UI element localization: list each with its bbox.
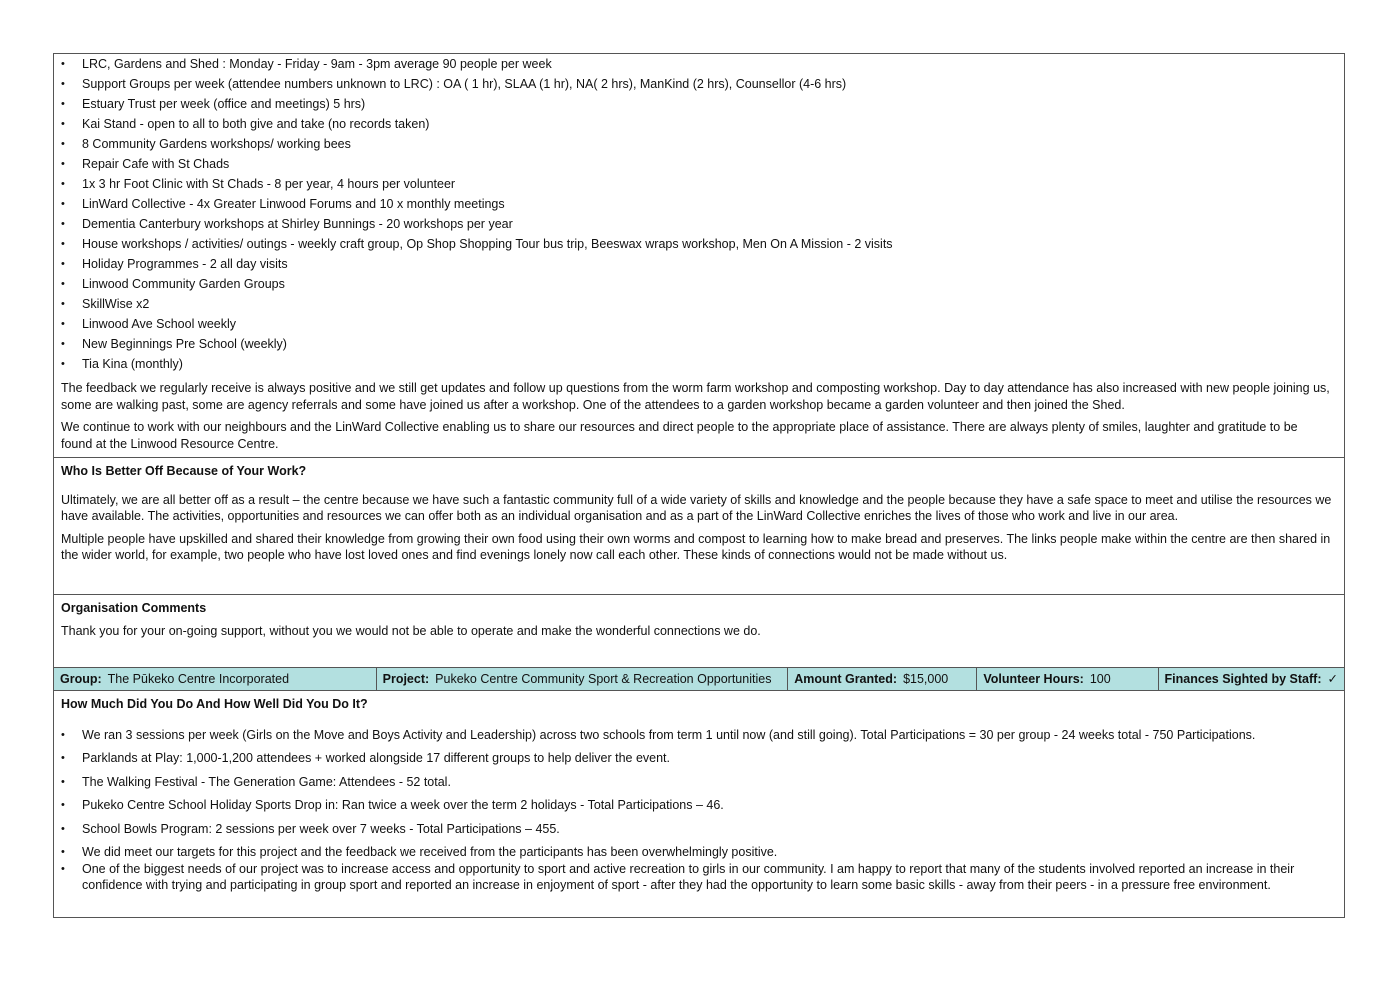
list-item: • The Walking Festival - The Generation Game: Attendees - 52 total. [61, 774, 1332, 791]
checkmark-icon: ✓ [1327, 672, 1338, 686]
activities-section [54, 54, 1344, 458]
list-item: • Support Groups per week (attendee numbers unknown to LRC) : OA ( 1 hr), SLAA (1 hr), NA( 2 hrs), ManKind (2 hrs), Counsellor (4-6 hrs) [61, 75, 1332, 95]
group-value: The Pūkeko Centre Incorporated [107, 672, 290, 686]
volunteer-hours-cell [977, 668, 1158, 690]
list-item: • Linwood Ave School weekly [61, 315, 1332, 335]
list-item: • House workshops / activities/ outings - weekly craft group, Op Shop Shopping Tour bus trip, Beeswax wraps workshop, Men On A Mission - 2 visits [61, 235, 1332, 255]
list-item: • Estuary Trust per week (office and meetings) 5 hrs) [61, 95, 1332, 115]
list-item: • School Bowls Program: 2 sessions per week over 7 weeks - Total Participations – 455. [61, 821, 1332, 838]
org-comments-text: Thank you for your on-going support, without you we would not be able to operate and make the wonderful connections we do. [61, 623, 761, 638]
list-item: • Pukeko Centre School Holiday Sports Drop in: Ran twice a week over the term 2 holidays - Total Participations – 46. [61, 797, 1332, 814]
project-label: Project: [382, 672, 430, 686]
list-item: • Repair Cafe with St Chads [61, 155, 1332, 175]
list-item: • 8 Community Gardens workshops/ working bees [61, 135, 1332, 155]
feedback-paragraph: The feedback we regularly receive is always positive and we still get updates and follow up questions from the worm farm workshop and composting workshop. Day to day attendance has also increased with new people joining us, some are walking past, some are agency referrals and some have joined us after a workshop. One of the attendees to a garden workshop became a garden volunteer and then joined the Shed. [61, 381, 1330, 412]
volunteer-hours-value: 100 [1089, 672, 1111, 686]
list-item: • Dementia Canterbury workshops at Shirley Bunnings - 20 workshops per year [61, 215, 1332, 235]
finances-cell [1159, 668, 1344, 690]
activities-list [61, 55, 1332, 375]
amount-cell [788, 668, 977, 690]
better-off-paragraph-2: Multiple people have upskilled and shared their knowledge from growing their own food using their own worms and compost to learning how to make bread and preserves. The links people make within the centre are then shared in the wider world, for example, two people who have lost loved ones and find evenings lonely now call each other. These kinds of connections would not be made without us. [61, 531, 1331, 562]
org-comments-heading: Organisation Comments [61, 601, 207, 615]
list-item: • Holiday Programmes - 2 all day visits [61, 255, 1332, 275]
list-item: • LinWard Collective - 4x Greater Linwood Forums and 10 x monthly meetings [61, 195, 1332, 215]
amount-value: $15,000 [903, 672, 949, 686]
project-cell [377, 668, 789, 690]
list-item: • We ran 3 sessions per week (Girls on the Move and Boys Activity and Leadership) across two schools from term 1 until now (and still going). Total Participations = 30 per group - 24 weeks total - 750 Participations. [61, 727, 1332, 744]
list-item: • 1x 3 hr Foot Clinic with St Chads - 8 per year, 4 hours per volunteer [61, 175, 1332, 195]
org-comments-section [54, 595, 1344, 668]
how-much-list [61, 727, 1332, 894]
list-item: • LRC, Gardens and Shed : Monday - Friday - 9am - 3pm average 90 people per week [61, 55, 1332, 75]
better-off-heading: Who Is Better Off Because of Your Work? [61, 464, 307, 478]
list-item: • SkillWise x2 [61, 295, 1332, 315]
list-item: • New Beginnings Pre School (weekly) [61, 335, 1332, 355]
grant-info-row [54, 668, 1344, 691]
how-much-section [54, 691, 1344, 917]
report-table [53, 53, 1345, 918]
list-item: • Linwood Community Garden Groups [61, 275, 1332, 295]
list-item: • Kai Stand - open to all to both give and take (no records taken) [61, 115, 1332, 135]
continue-paragraph: We continue to work with our neighbours and the LinWard Collective enabling us to share our resources and direct people to the appropriate place of assistance. There are always plenty of smiles, laughter and gratitude to be found at the Linwood Resource Centre. [61, 420, 1298, 451]
group-cell [54, 668, 377, 690]
group-label: Group: [60, 672, 102, 686]
list-item: • Parklands at Play: 1,000-1,200 attendees + worked alongside 17 different groups to help deliver the event. [61, 750, 1332, 767]
finances-label: Finances Sighted by Staff: [1164, 672, 1322, 686]
amount-label: Amount Granted: [794, 672, 898, 686]
better-off-paragraph-1: Ultimately, we are all better off as a result – the centre because we have such a fantastic community full of a wide variety of skills and knowledge and the people because they have a safe space to meet and utilise the resources we have available. The activities, opportunities and resources we can offer both as an individual organisation and as a part of the LinWard Collective enriches the lives of those who work and live in our area. [61, 492, 1332, 523]
volunteer-hours-label: Volunteer Hours: [983, 672, 1084, 686]
project-value: Pukeko Centre Community Sport & Recreation Opportunities [435, 672, 772, 686]
list-item: • One of the biggest needs of our project was to increase access and opportunity to sport and active recreation to girls in our community. I am happy to report that many of the students involved reported an increase in their confidence with trying and participating in group sport and reported an increase in enjoyment of sport - after they had the opportunity to learn some basic skills - away from their peers - in a pressure free environment. [61, 861, 1332, 894]
list-item: • Tia Kina (monthly) [61, 355, 1332, 375]
list-item: • We did meet our targets for this project and the feedback we received from the participants has been overwhelmingly positive. [61, 844, 1332, 861]
how-much-heading: How Much Did You Do And How Well Did You Do It? [61, 697, 368, 711]
better-off-section [54, 458, 1344, 595]
